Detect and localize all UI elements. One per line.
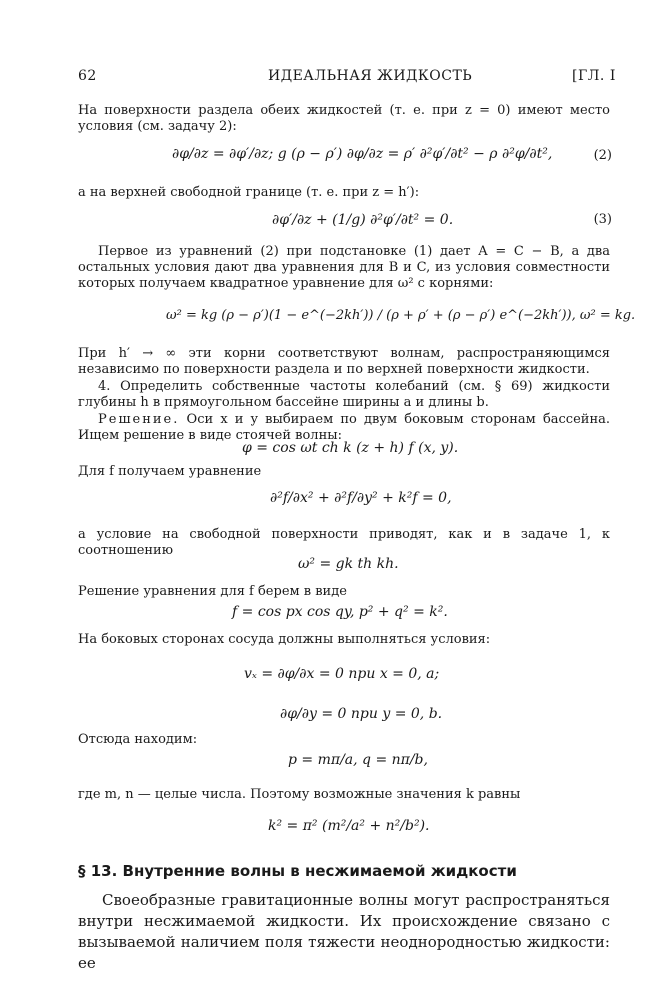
paragraph-side-conditions: На боковых сторонах сосуда должны выполняться условия:: [78, 632, 491, 647]
equation-3: ∂φ′/∂z + (1/g) ∂²φ′/∂t² = 0.: [272, 212, 454, 228]
section-intro-paragraph: Своеобразные гравитационные волны могут распространяться внутри несжимаемой жидкости. Их происхождение связано с вызываемой наличием поля тяжести неоднородностью жидкости: ее: [78, 891, 610, 972]
paragraph-solution-form: Решение уравнения для f берем в виде: [78, 584, 347, 599]
paragraph-surface-condition: а условие на свободной поверхности приводят, как и в задаче 1, к соотношению: [78, 527, 610, 558]
equation-2: ∂φ/∂z = ∂φ′/∂z; g (ρ − ρ′) ∂φ/∂z = ρ′ ∂²φ′/∂t² − ρ ∂²φ/∂t²,: [172, 146, 553, 162]
equation-vy-condition: ∂φ/∂y = 0 при y = 0, b.: [280, 706, 443, 722]
paragraph-hence: Отсюда находим:: [78, 732, 198, 747]
solution-text: Оси x и y выбираем по двум боковым сторонам бассейна. Ищем решение в виде стоячей волны:: [78, 412, 610, 443]
paragraph-interface-conditions: На поверхности раздела обеих жидкостей (т. е. при z = 0) имеют место условия (см. задачу 2):: [78, 103, 610, 134]
solution-label: Решение.: [98, 412, 180, 427]
equation-dispersion: ω² = gk th kh.: [298, 556, 399, 572]
paragraph-possible-values: где m, n — целые числа. Поэтому возможные значения k равны: [78, 787, 521, 802]
equation-k-squared: k² = π² (m²/a² + n²/b²).: [268, 818, 430, 834]
equation-p-q: p = mπ/a, q = nπ/b,: [288, 752, 428, 768]
equation-helmholtz: ∂²f/∂x² + ∂²f/∂y² + k²f = 0,: [270, 490, 452, 506]
equation-vx-condition: vₓ = ∂φ/∂x = 0 при x = 0, a;: [244, 666, 440, 682]
chapter-marker: [ГЛ. I: [572, 68, 616, 84]
problem-4-statement: 4. Определить собственные частоты колебаний (см. § 69) жидкости глубины h в прямоугольном бассейне ширины a и длины b.: [78, 379, 610, 410]
equation-omega-roots: ω² = kg (ρ − ρ′)(1 − e^(−2kh′)) / (ρ + ρ′ + (ρ − ρ′) e^(−2kh′)), ω² = kg.: [166, 308, 636, 323]
paragraph-free-boundary: а на верхней свободной границе (т. е. при z = h′):: [78, 185, 420, 200]
equation-standing-wave: φ = cos ωt ch k (z + h) f (x, y).: [242, 440, 459, 456]
page-number: 62: [78, 68, 97, 84]
paragraph-quadratic-equation: Первое из уравнений (2) при подстановке (1) дает A = C − B, а два остальных условия дают два уравнения для B и C, из условия совместности которых получаем квадратное уравнение для ω² с корнями:: [78, 244, 610, 291]
equation-number-2: (2): [593, 148, 612, 163]
running-title: ИДЕАЛЬНАЯ ЖИДКОСТЬ: [268, 68, 473, 84]
paragraph-infinite-limit: При h′ → ∞ эти корни соответствуют волнам, распространяющимся независимо по поверхности раздела и по верхней поверхности жидкости.: [78, 346, 610, 377]
paragraph-for-f: Для f получаем уравнение: [78, 464, 262, 479]
section-title: § 13. Внутренние волны в несжимаемой жидкости: [78, 862, 517, 880]
equation-f-form: f = cos px cos qy, p² + q² = k².: [232, 604, 448, 620]
equation-number-3: (3): [593, 212, 612, 227]
